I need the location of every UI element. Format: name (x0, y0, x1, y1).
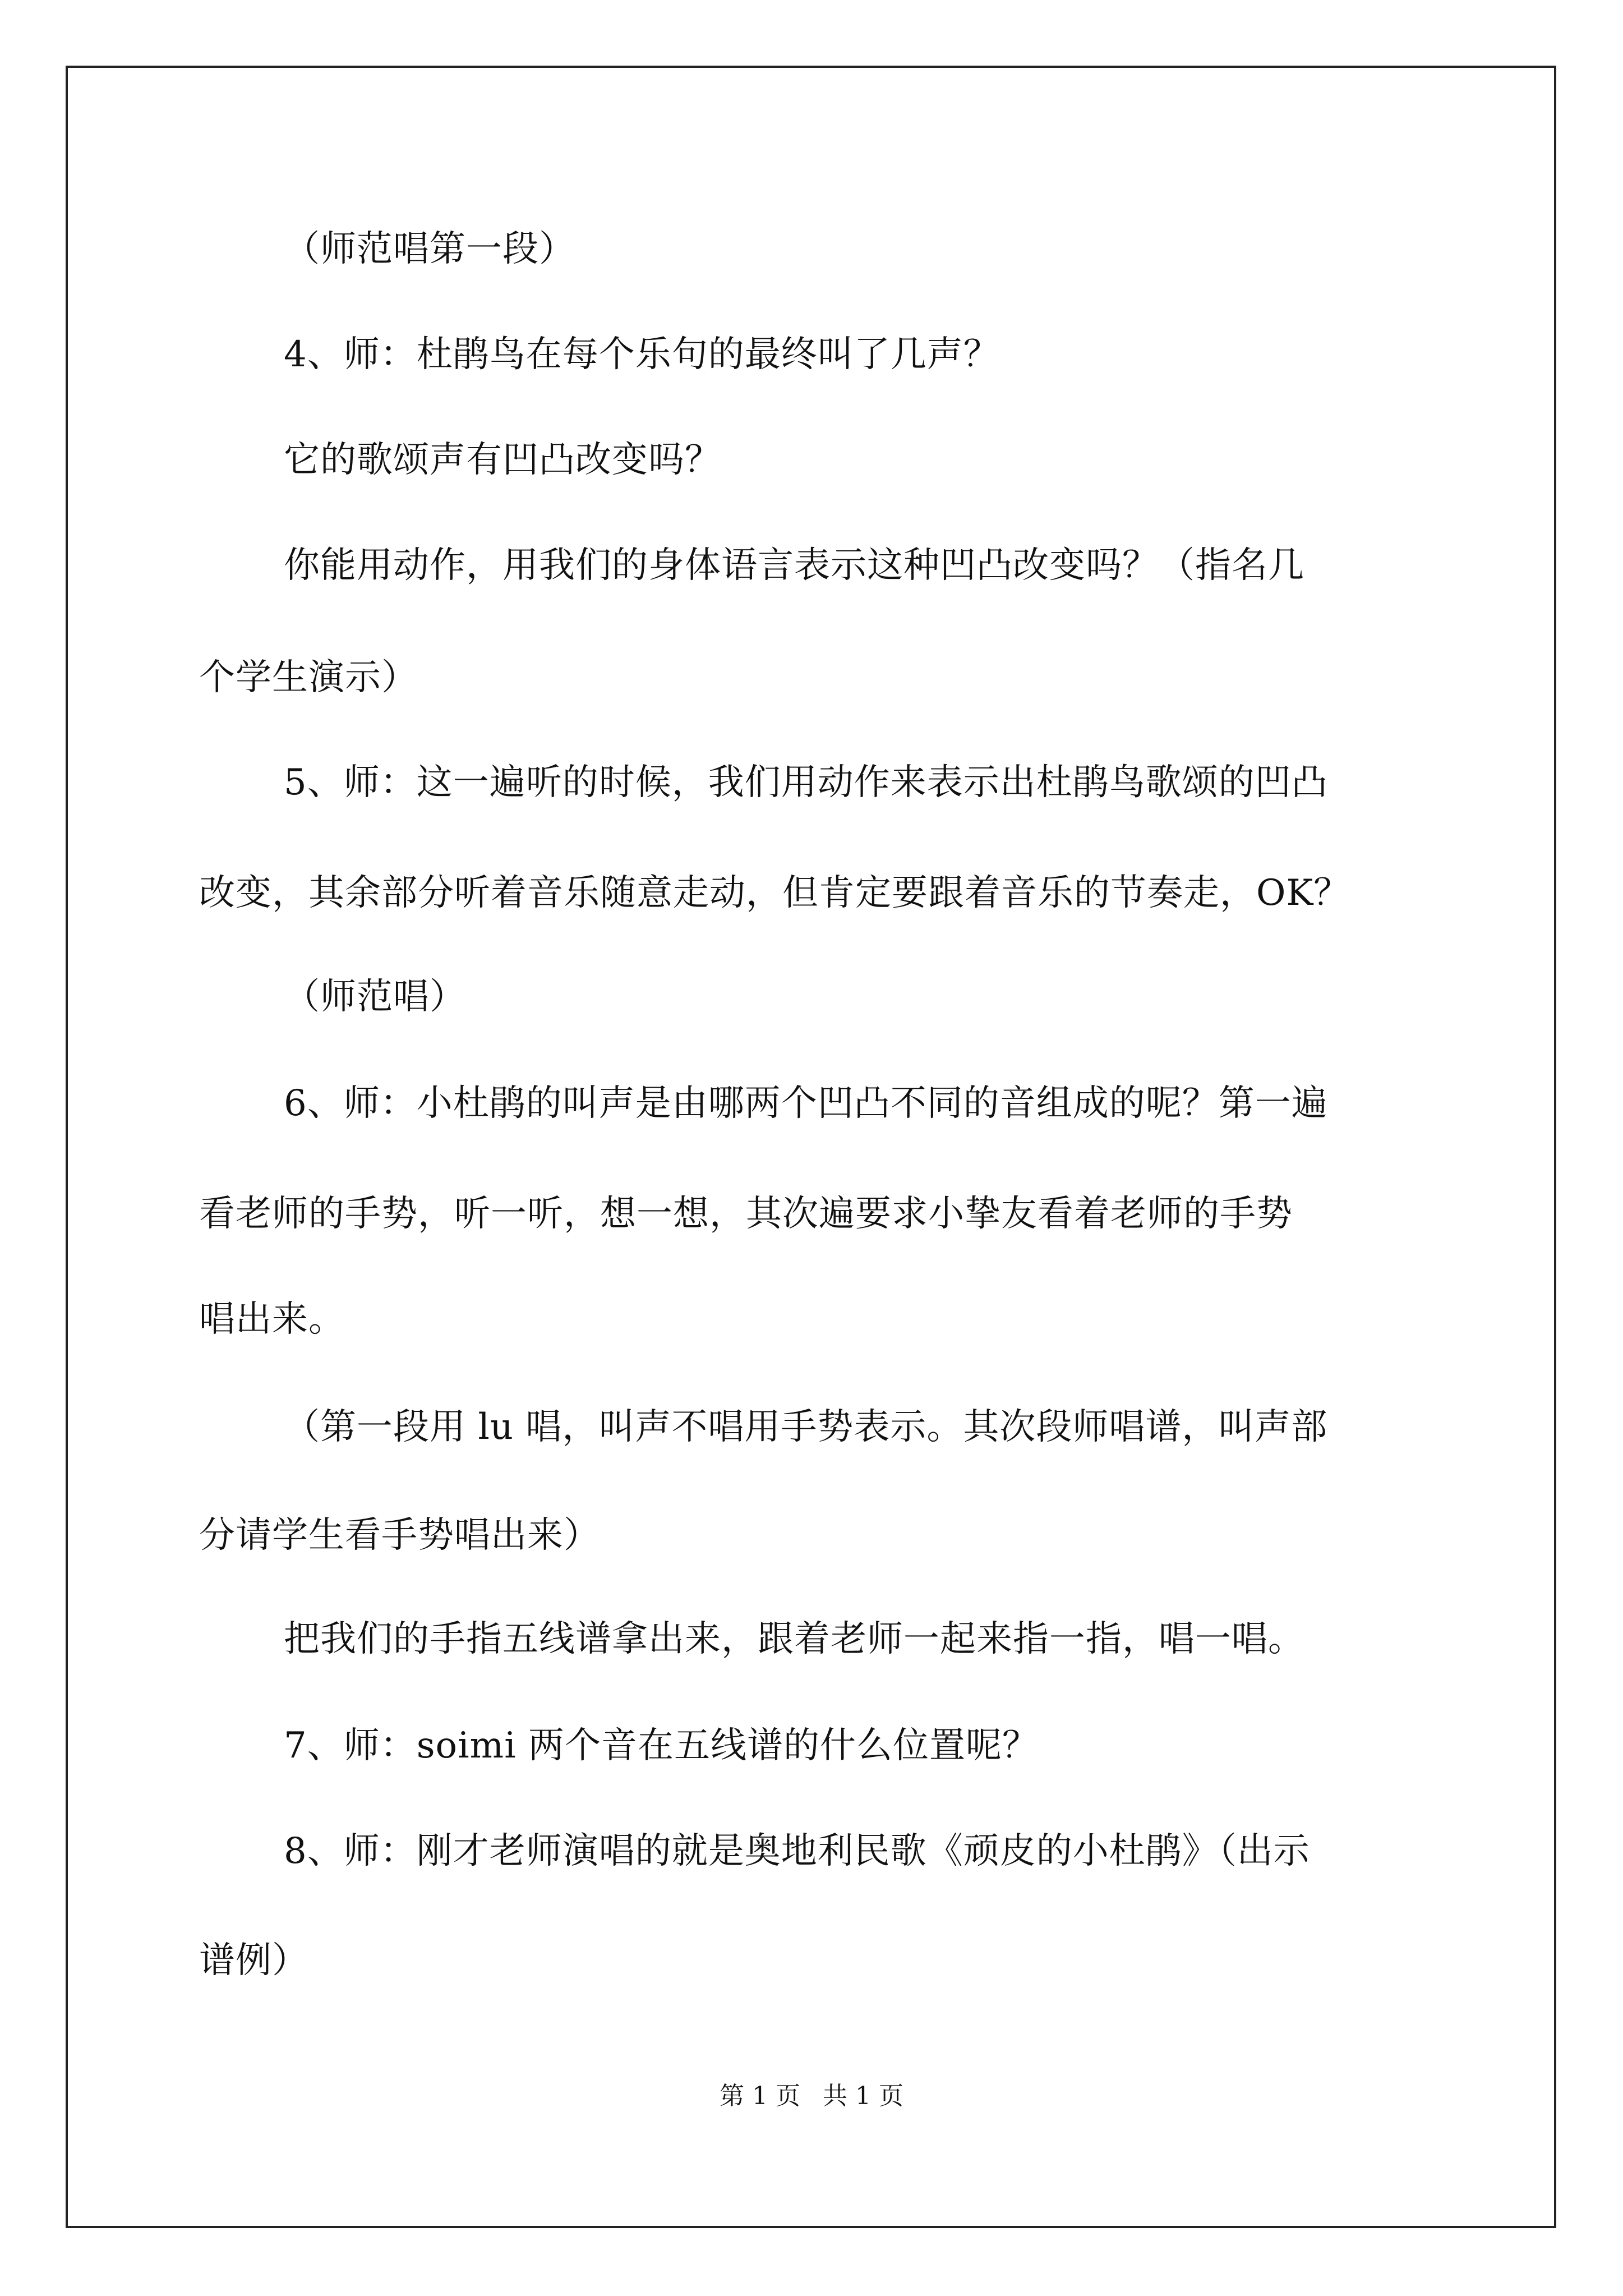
paragraph-line: 看老师的手势，听一听，想一想，其次遍要求小挚友看着老师的手势 (199, 1193, 1293, 1235)
paragraph-line: 你能用动作，用我们的身体语言表示这种凹凸改变吗？（指名几 (284, 545, 1304, 586)
page-border (66, 66, 1556, 2228)
page-total: 共 1 页 (823, 2082, 903, 2110)
paragraph-line: 分请学生看手势唱出来） (199, 1515, 600, 1556)
paragraph-line: （师范唱第一段） (284, 228, 575, 270)
paragraph-line: 谱例） (199, 1940, 308, 1981)
paragraph-line: 把我们的手指五线谱拿出来，跟着老师一起来指一指，唱一唱。 (284, 1618, 1304, 1660)
paragraph-line: 4、师：杜鹃鸟在每个乐句的最终叫了几声？ (284, 334, 1000, 375)
paragraph-line: （师范唱） (284, 976, 466, 1018)
paragraph-line: 改变，其余部分听着音乐随意走动，但肯定要跟着音乐的节奏走，OK？ (199, 872, 1350, 914)
paragraph-line: 5、师：这一遍听的时候，我们用动作来表示出杜鹃鸟歌颂的凹凸 (284, 762, 1328, 803)
page-footer (0, 2084, 1623, 2109)
paragraph-line: 唱出来。 (199, 1299, 345, 1340)
paragraph-line: 个学生演示） (199, 657, 418, 698)
paragraph-line: 6、师：小杜鹃的叫声是由哪两个凹凸不同的音组成的呢？第一遍 (284, 1083, 1328, 1124)
paragraph-line: 它的歌颂声有凹凸改变吗？ (284, 439, 721, 481)
paragraph-line: （第一段用 lu 唱，叫声不唱用手势表示。其次段师唱谱，叫声部 (284, 1406, 1328, 1448)
paragraph-line: 7、师：soimi 两个音在五线谱的什么位置呢？ (284, 1725, 1039, 1766)
paragraph-line: 8、师：刚才老师演唱的就是奥地利民歌《顽皮的小杜鹃》（出示 (284, 1830, 1310, 1872)
page-number: 第 1 页 (720, 2082, 800, 2110)
